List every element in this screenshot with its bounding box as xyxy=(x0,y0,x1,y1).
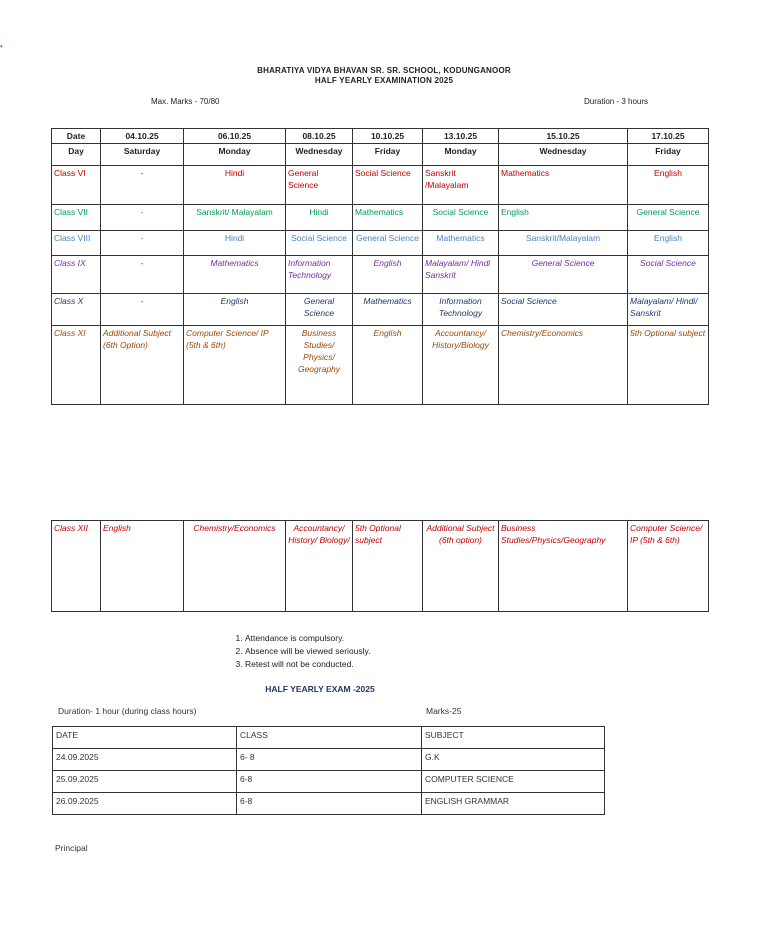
day-cell: Friday xyxy=(628,144,709,166)
gk-row xyxy=(53,793,605,815)
subject-cell: General Science xyxy=(353,231,423,256)
date-cell: 06.10.25 xyxy=(184,129,286,144)
gk-cell: G.K xyxy=(422,749,605,771)
subject-cell: General Science xyxy=(286,294,353,326)
class-label: Class VII xyxy=(52,205,101,231)
subject-cell: General Science xyxy=(628,205,709,231)
subject-cell: Sanskrit/Malayalam xyxy=(499,231,628,256)
gk-title: HALF YEARLY EXAM -2025 xyxy=(265,684,375,694)
instruction-item: 2. Absence will be viewed seriously. xyxy=(245,645,371,658)
day-cell: Wednesday xyxy=(499,144,628,166)
subject-cell: Social Science xyxy=(423,205,499,231)
gk-cell: ENGLISH GRAMMAR xyxy=(422,793,605,815)
gk-cell: 6-8 xyxy=(237,793,422,815)
subject-cell: Additional Subject (6th Option) xyxy=(101,326,184,405)
subject-cell: English xyxy=(499,205,628,231)
subject-cell: Accountancy/ History/Biology xyxy=(423,326,499,405)
class-label: Class IX xyxy=(52,256,101,294)
gk-header-cell: DATE xyxy=(53,727,237,749)
date-cell: 13.10.25 xyxy=(423,129,499,144)
subject-cell: Mathematics xyxy=(353,205,423,231)
subject-cell: - xyxy=(101,256,184,294)
date-cell: 10.10.25 xyxy=(353,129,423,144)
gk-header-row xyxy=(53,727,605,749)
subject-cell: Sanskrit/ Malayalam xyxy=(184,205,286,231)
class-label: Class VI xyxy=(52,166,101,205)
max-marks: Max. Marks - 70/80 xyxy=(151,97,220,106)
corner-mark: • xyxy=(0,42,3,51)
subject-cell: Hindi xyxy=(286,205,353,231)
subject-cell: English xyxy=(101,521,184,612)
subject-cell: Social Science xyxy=(628,256,709,294)
subject-cell: Computer Science/ IP (5th & 6th) xyxy=(184,326,286,405)
class-label: Class XI xyxy=(52,326,101,405)
instruction-item: 1. Attendance is compulsory. xyxy=(245,632,371,645)
school-name: BHARATIYA VIDYA BHAVAN SR. SR. SCHOOL, KODUNGANOOR xyxy=(257,66,511,75)
date-cell: 17.10.25 xyxy=(628,129,709,144)
gk-cell: 26.09.2025 xyxy=(53,793,237,815)
row-class-vii xyxy=(52,205,709,231)
subject-cell: Malayalam/ Hindi Sanskrit xyxy=(423,256,499,294)
subject-cell: Information Technology xyxy=(286,256,353,294)
day-row xyxy=(52,144,709,166)
subject-cell: Additional Subject (6th option) xyxy=(423,521,499,612)
date-cell: 04.10.25 xyxy=(101,129,184,144)
subject-cell: General Science xyxy=(499,256,628,294)
subject-cell: Accountancy/ History/ Biology/ xyxy=(286,521,353,612)
subject-cell: English xyxy=(353,326,423,405)
subject-cell: - xyxy=(101,166,184,205)
exam-title: HALF YEARLY EXAMINATION 2025 xyxy=(314,76,454,85)
subject-cell: Business Studies/Physics/Geography xyxy=(499,521,628,612)
subject-cell: - xyxy=(101,294,184,326)
subject-cell: Hindi xyxy=(184,166,286,205)
subject-cell: Chemistry/Economics xyxy=(184,521,286,612)
exam-timetable xyxy=(51,128,709,405)
subject-cell: Mathematics xyxy=(184,256,286,294)
subject-cell: Mathematics xyxy=(499,166,628,205)
date-cell: 08.10.25 xyxy=(286,129,353,144)
gk-row xyxy=(53,771,605,793)
day-cell: Saturday xyxy=(101,144,184,166)
instruction-item: 3. Retest will not be conducted. xyxy=(245,658,371,671)
subject-cell: Social Science xyxy=(499,294,628,326)
day-label: Day xyxy=(52,144,101,166)
subject-cell: Business Studies/ Physics/ Geography xyxy=(286,326,353,405)
row-class-vi xyxy=(52,166,709,205)
duration: Duration - 3 hours xyxy=(584,97,649,106)
subject-cell: English xyxy=(628,231,709,256)
date-row xyxy=(52,129,709,144)
gk-schedule-table xyxy=(52,726,605,815)
row-class-xi xyxy=(52,326,709,405)
subject-cell: - xyxy=(101,205,184,231)
gk-cell: 24.09.2025 xyxy=(53,749,237,771)
subject-cell: 5th Optional subject xyxy=(628,326,709,405)
row-class-ix xyxy=(52,256,709,294)
subject-cell: General Science xyxy=(286,166,353,205)
date-label: Date xyxy=(52,129,101,144)
subject-cell: - xyxy=(101,231,184,256)
gk-header-cell: SUBJECT xyxy=(422,727,605,749)
gk-marks: Marks-25 xyxy=(426,706,462,716)
row-class-x xyxy=(52,294,709,326)
subject-cell: Information Technology xyxy=(423,294,499,326)
day-cell: Wednesday xyxy=(286,144,353,166)
day-cell: Monday xyxy=(423,144,499,166)
gk-row xyxy=(53,749,605,771)
subject-cell: Hindi xyxy=(184,231,286,256)
row-class-xii xyxy=(52,521,709,612)
subject-cell: Chemistry/Economics xyxy=(499,326,628,405)
subject-cell: Social Science xyxy=(353,166,423,205)
gk-header-cell: CLASS xyxy=(237,727,422,749)
class-label: Class X xyxy=(52,294,101,326)
subject-cell: Sanskrit /Malayalam xyxy=(423,166,499,205)
gk-cell: COMPUTER SCIENCE xyxy=(422,771,605,793)
subject-cell: Social Science xyxy=(286,231,353,256)
class-xii-timetable xyxy=(51,520,709,612)
day-cell: Friday xyxy=(353,144,423,166)
row-class-viii xyxy=(52,231,709,256)
subject-cell: Mathematics xyxy=(423,231,499,256)
gk-duration: Duration- 1 hour (during class hours) xyxy=(58,706,197,716)
subject-cell: English xyxy=(353,256,423,294)
class-label: Class VIII xyxy=(52,231,101,256)
class-label: Class XII xyxy=(52,521,101,612)
subject-cell: Malayalam/ Hindi/ Sanskrit xyxy=(628,294,709,326)
subject-cell: English xyxy=(628,166,709,205)
subject-cell: English xyxy=(184,294,286,326)
date-cell: 15.10.25 xyxy=(499,129,628,144)
subject-cell: Mathematics xyxy=(353,294,423,326)
subject-cell: 5th Optional subject xyxy=(353,521,423,612)
gk-cell: 6- 8 xyxy=(237,749,422,771)
subject-cell: Computer Science/ IP (5th & 6th) xyxy=(628,521,709,612)
instructions-list xyxy=(233,632,371,671)
gk-cell: 6-8 xyxy=(237,771,422,793)
gk-cell: 25.09.2025 xyxy=(53,771,237,793)
principal-signature-label: Principal xyxy=(55,843,88,853)
day-cell: Monday xyxy=(184,144,286,166)
